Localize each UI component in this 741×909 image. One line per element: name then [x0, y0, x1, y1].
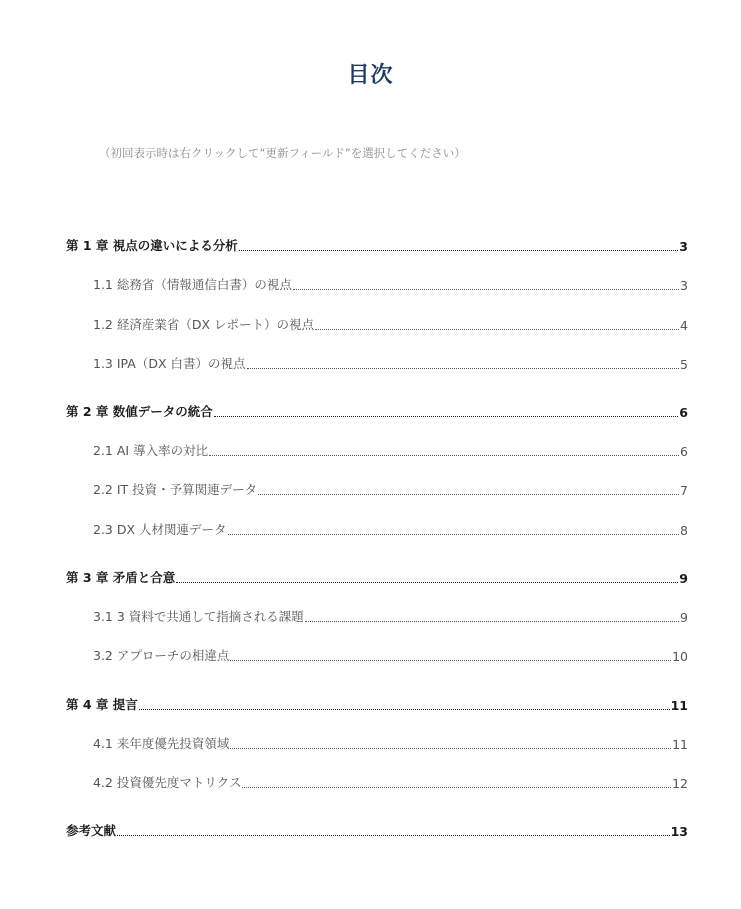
toc-entry-page: 3 — [679, 239, 688, 254]
toc-entry-chapter-3[interactable] — [66, 568, 688, 586]
dot-leader — [258, 494, 679, 495]
toc-entry-label: 2.3 DX 人材関連データ — [93, 522, 227, 537]
toc-entry-label: 3.2 アプローチの相違点 — [93, 648, 230, 663]
toc-entry-label: 2.1 AI 導入率の対比 — [93, 443, 209, 458]
toc-entry-label: 参考文献 — [66, 823, 117, 838]
dot-leader — [228, 534, 680, 535]
toc-entry-section-2-3[interactable] — [93, 520, 688, 538]
toc-entry-chapter-4[interactable] — [66, 695, 688, 713]
toc-entry-page: 4 — [680, 318, 688, 333]
toc-entry-section-4-2[interactable] — [93, 773, 688, 791]
toc-entry-section-4-1[interactable] — [93, 734, 688, 752]
toc-entry-page: 9 — [680, 610, 688, 625]
toc-entry-label: 4.1 来年度優先投資領域 — [93, 736, 230, 751]
toc-entry-label: 4.2 投資優先度マトリクス — [93, 775, 242, 790]
dot-leader — [230, 660, 671, 661]
toc-title: 目次 — [347, 63, 394, 88]
dot-leader — [315, 329, 679, 330]
toc-entry-page: 5 — [680, 357, 688, 372]
toc-entry-label: 1.2 経済産業省（DX レポート）の視点 — [93, 317, 315, 332]
toc-entry-chapter-1[interactable] — [66, 236, 688, 254]
toc-entry-section-1-3[interactable] — [93, 354, 688, 372]
toc-entry-section-2-2[interactable] — [93, 480, 688, 498]
dot-leader — [305, 621, 679, 622]
update-field-hint: （初回表示時は右クリックして“更新フィールド”を選択してください） — [99, 146, 466, 160]
dot-leader — [293, 289, 679, 290]
toc-entry-page: 3 — [680, 278, 688, 293]
toc-entry-label: 第 4 章 提言 — [66, 697, 138, 712]
toc-entry-page: 6 — [680, 444, 688, 459]
toc-entry-label: 第 3 章 矛盾と合意 — [66, 570, 176, 585]
toc-entry-section-3-1[interactable] — [93, 607, 688, 625]
dot-leader — [239, 250, 679, 251]
toc-entry-label: 第 2 章 数値データの統合 — [66, 404, 213, 419]
toc-entry-page: 11 — [670, 698, 688, 713]
toc-entry-page: 13 — [670, 824, 688, 839]
toc-entry-label: 1.3 IPA（DX 白書）の視点 — [93, 356, 246, 371]
toc-entry-page: 10 — [672, 649, 688, 664]
dot-leader — [214, 416, 679, 417]
dot-leader — [117, 835, 670, 836]
toc-entry-page: 11 — [672, 737, 688, 752]
toc-entry-section-2-1[interactable] — [93, 441, 688, 459]
dot-leader — [209, 455, 679, 456]
toc-entry-label: 1.1 総務省（情報通信白書）の視点 — [93, 277, 292, 292]
toc-entry-section-1-1[interactable] — [93, 275, 688, 293]
dot-leader — [230, 748, 671, 749]
toc-entry-chapter-2[interactable] — [66, 402, 688, 420]
toc-entry-label: 2.2 IT 投資・予算関連データ — [93, 482, 258, 497]
dot-leader — [176, 582, 678, 583]
dot-leader — [247, 368, 680, 369]
toc-entry-label: 3.1 3 資料で共通して指摘される課題 — [93, 609, 304, 624]
dot-leader — [139, 709, 670, 710]
toc-entry-page: 6 — [679, 405, 688, 420]
toc-entry-section-3-2[interactable] — [93, 646, 688, 664]
toc-entry-references[interactable] — [66, 821, 688, 839]
toc-entry-section-1-2[interactable] — [93, 315, 688, 333]
toc-entry-page: 7 — [680, 483, 688, 498]
toc-entry-page: 8 — [680, 523, 688, 538]
toc-entry-page: 12 — [672, 776, 688, 791]
toc-entry-page: 9 — [679, 571, 688, 586]
toc-entry-label: 第 1 章 視点の違いによる分析 — [66, 238, 238, 253]
dot-leader — [242, 787, 671, 788]
